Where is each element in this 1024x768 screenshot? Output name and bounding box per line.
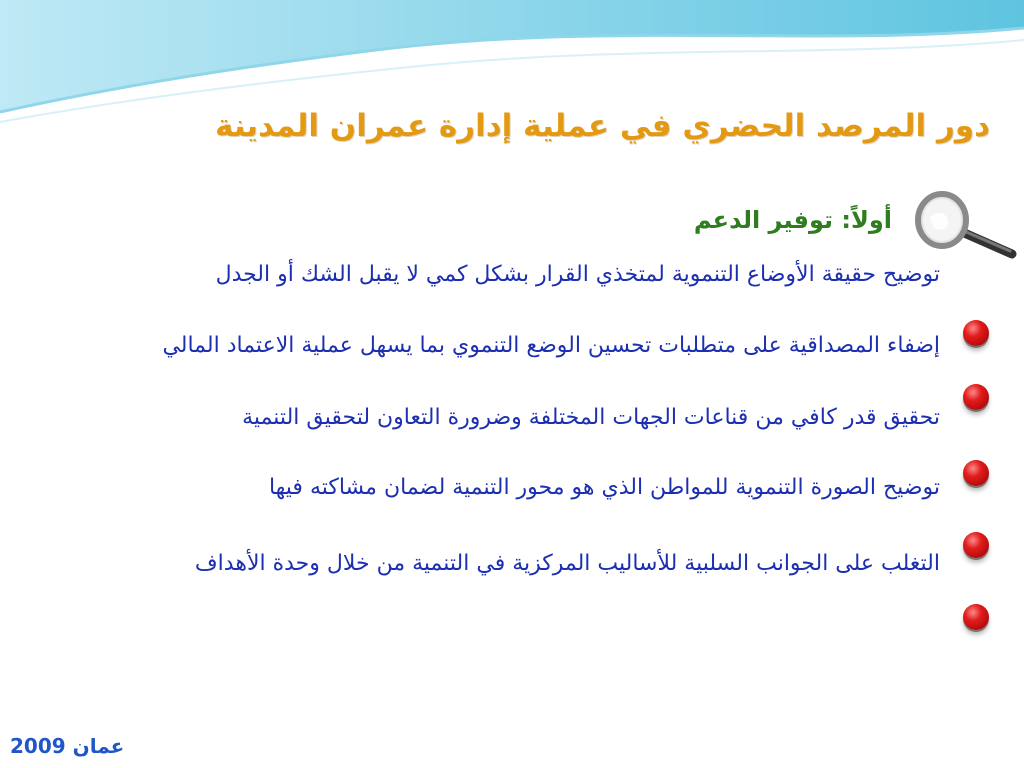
- bullet-icon: [963, 320, 989, 346]
- list-item-1: توضيح حقيقة الأوضاع التنموية لمتخذي القرار بشكل كمي لا يقبل الشك أو الجدل: [215, 262, 940, 287]
- bullet-icon: [963, 532, 989, 558]
- list-item-4: توضيح الصورة التنموية للمواطن الذي هو محور التنمية لضمان مشاكته فيها: [268, 475, 940, 500]
- bullet-icon: [963, 384, 989, 410]
- bullet-icon: [963, 460, 989, 486]
- footer-text: عمان 2009: [10, 734, 125, 758]
- list-item-5: التغلب على الجوانب السلبية للأساليب المركزية في التنمية من خلال وحدة الأهداف: [194, 551, 940, 576]
- section-heading: أولاً: توفير الدعم: [693, 206, 892, 234]
- bullet-icon: [963, 604, 989, 630]
- list-item-2: إضفاء المصداقية على متطلبات تحسين الوضع التنموي بما يسهل عملية الاعتماد المالي: [162, 333, 940, 358]
- list-item-3: تحقيق قدر كافي من قناعات الجهات المختلفة وضرورة التعاون لتحقيق التنمية: [242, 405, 940, 430]
- slide-title: دور المرصد الحضري في عملية إدارة عمران المدينة: [214, 108, 990, 144]
